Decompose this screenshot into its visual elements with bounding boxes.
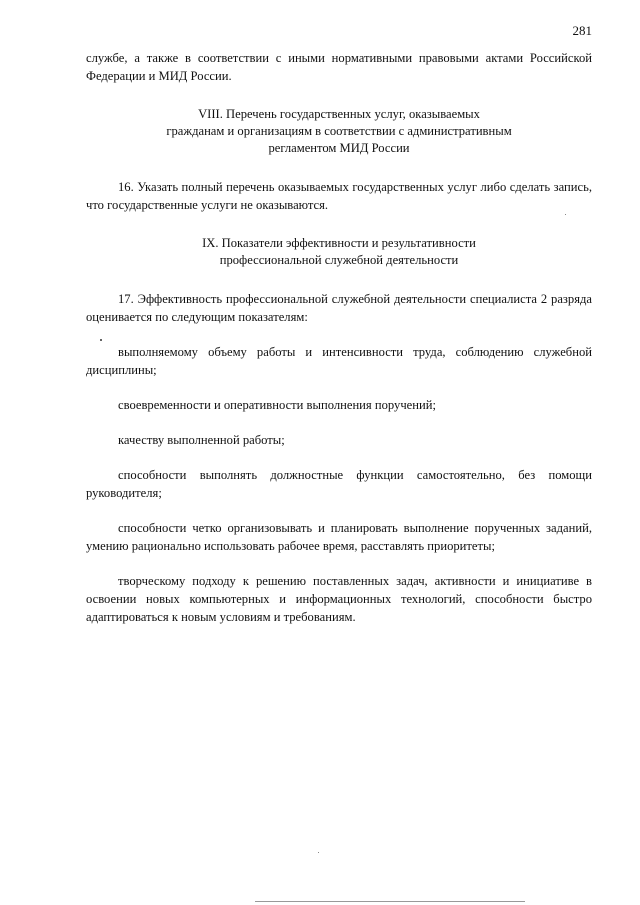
section-9-heading-line: профессиональной служебной деятельности	[219, 253, 459, 267]
page-number: 281	[572, 23, 592, 38]
section-8-heading-line: VIII. Перечень государственных услуг, оказываемых	[198, 107, 480, 121]
section-8-heading-line: гражданам и организациям в соответствии с административным	[166, 124, 512, 138]
section-9-heading-line: IX. Показатели эффективности и результативности	[202, 236, 476, 250]
indicator-item: выполняемому объему работы и интенсивности труда, соблюдению служебной дисциплины;	[86, 345, 592, 377]
scan-edge-line	[255, 901, 525, 902]
scan-speck	[100, 339, 102, 341]
section-8-heading-line: регламентом МИД России	[268, 141, 410, 155]
section-8-heading	[86, 106, 592, 157]
indicator-item: способности четко организовывать и планировать выполнение порученных заданий, умению рационально использовать рабочее время, расставлять приоритеты;	[86, 521, 592, 553]
indicator-item: творческому подходу к решению поставленных задач, активности и инициативе в освоении новых компьютерных и информационных технологий, способности быстро адаптироваться к новым условиям и требованиям.	[86, 574, 592, 624]
indicator-item: способности выполнять должностные функции самостоятельно, без помощи руководителя;	[86, 468, 592, 500]
scan-speck	[318, 852, 319, 853]
indicator-item: своевременности и оперативности выполнения поручений;	[118, 398, 436, 412]
indicator-item: качеству выполненной работы;	[118, 433, 285, 447]
section-9-heading	[86, 235, 592, 269]
document-body	[86, 49, 592, 626]
paragraph-16: 16. Указать полный перечень оказываемых государственных услуг либо сделать запись, что государственные услуги не оказываются.	[86, 180, 592, 212]
intro-paragraph: службе, а также в соответствии с иными нормативными правовыми актами Российской Федерации и МИД России.	[86, 51, 592, 83]
scan-speck	[565, 214, 566, 215]
paragraph-17: 17. Эффективность профессиональной служебной деятельности специалиста 2 разряда оценивается по следующим показателям:	[86, 292, 592, 324]
